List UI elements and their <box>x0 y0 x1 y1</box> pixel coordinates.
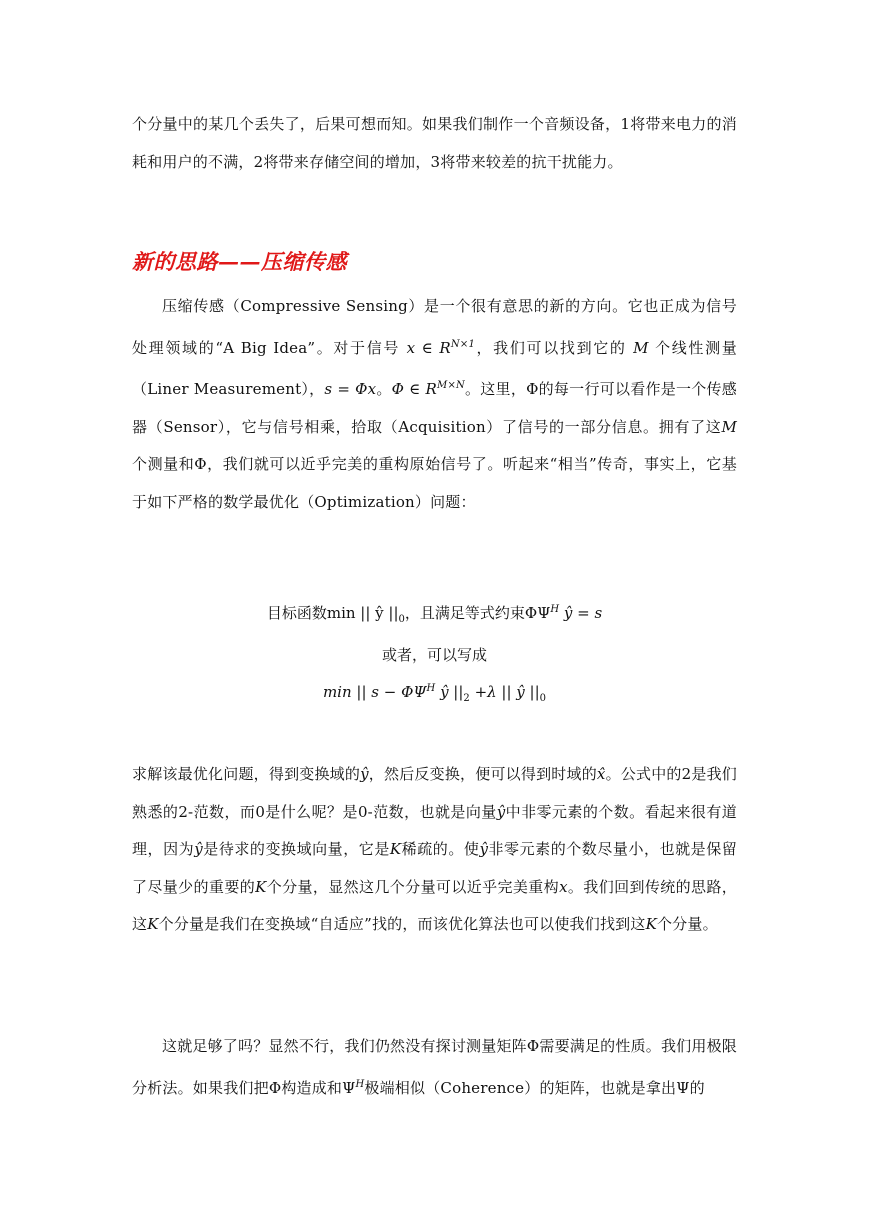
limit-analysis-paragraph: 这就足够了吗？显然不行，我们仍然没有探讨测量矩阵Φ需要满足的性质。我们用极限分析法。如果我们把Φ构造成和$\Psi^H$极端相似（Coherence）的矩阵，也就是拿出Ψ的 <box>132 1037 737 1097</box>
formula-or-text: 或者，可以写成 <box>381 646 487 664</box>
intro-paragraph: 个分量中的某几个丢失了，后果可想而知。如果我们制作一个音频设备，1将带来电力的消耗和用户的不满，2将带来存储空间的增加，3将带来较差的抗干扰能力。 <box>132 115 737 171</box>
formula-objective: 目标函数min || ŷ $||_0$，且满足等式约束$\Phi\Psi^H$ ŷ = s <box>266 604 603 625</box>
section-heading: 新的思路——压缩传感 <box>132 249 347 274</box>
compressive-sensing-paragraph: 压缩传感（Compressive Sensing）是一个很有意思的新的方向。它也正成为信号处理领域的“A Big Idea”。对于信号 x ∈ $R^{N\times 1}$，我们可以找到它的 M 个线性测量（Liner Measurement），s = Φx。Φ ∈ $R^{M\times N}$。这里，Φ的每一行可以看作是一个传感器（Sensor），它与信号相乘，拾取（Acquisition）了信号的一部分信息。拥有了这M 个测量和Φ，我们就可以近乎完美的重构原始信号了。听起来“相当”传奇，事实上，它基于如下严格的数学最优化（Optimization）问题： <box>132 297 738 511</box>
formula-alternative: min || $s - \Phi\Psi^H$ ŷ $||_2 +\lambda$ || ŷ $||_0$ <box>322 683 547 704</box>
solve-paragraph: 求解该最优化问题，得到变换域的ŷ，然后反变换，便可以得到时域的x̂。公式中的2是我们熟悉的2-范数，而0是什么呢？是0-范数，也就是向量ŷ中非零元素的个数。看起来很有道理，因为ŷ是待求的变换域向量，它是K稀疏的。使ŷ非零元素的个数尽量小，也就是保留了尽量少的重要的K个分量，显然这几个分量可以近乎完美重构x。我们回到传统的思路，这K个分量是我们在变换域“自适应”找的，而该优化算法也可以使我们找到这K个分量。 <box>132 765 737 933</box>
